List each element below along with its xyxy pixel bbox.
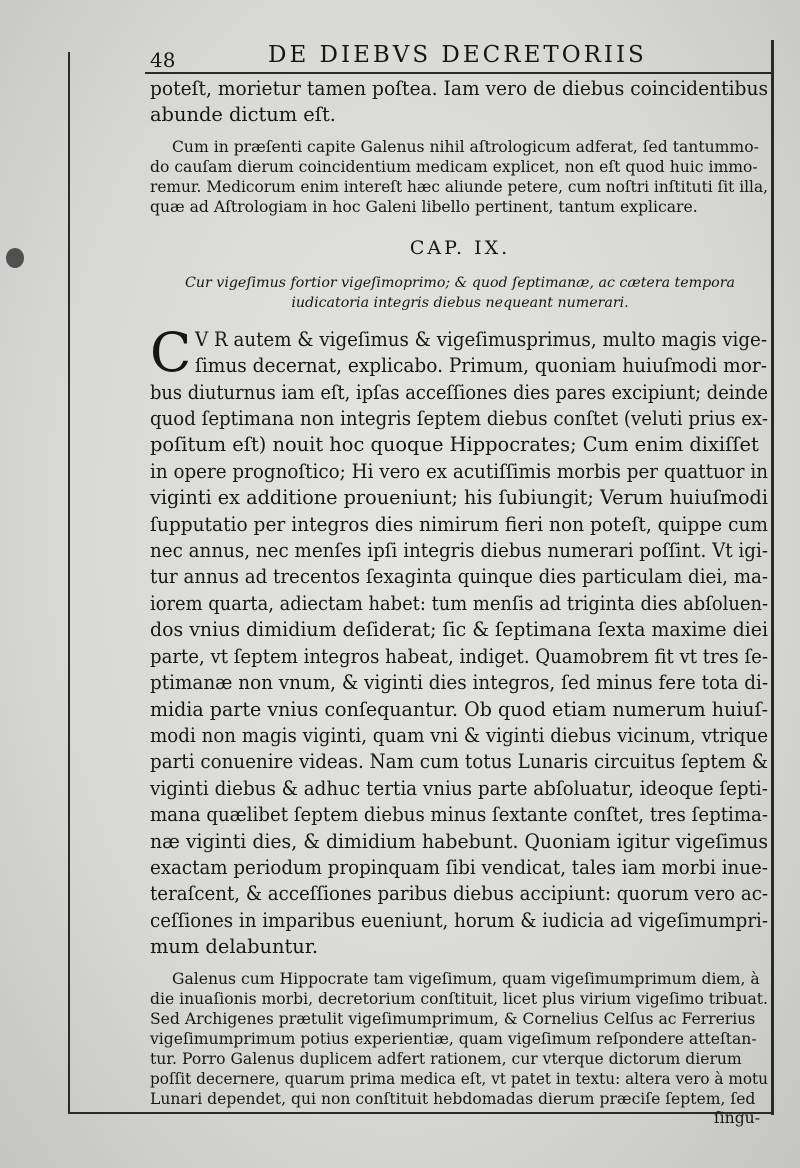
body-line: modi non magis viginti, quam vni & viginti diebus vicinum, vtrique	[150, 723, 769, 747]
subtitle-line: Cur vigeſimus fortior vigeſimoprimo; & quod ſeptimanæ, ac cætera tempora	[185, 274, 735, 291]
note-line: Lunari dependet, qui non conſtituit hebdomadas dierum præciſe ſeptem, ſed	[150, 1089, 756, 1108]
note-line: vigeſimumprimum potius experientiæ, quam vigeſimum reſpondere atteſtan-	[150, 1029, 757, 1048]
note-line: remur. Medicorum enim intereſt hæc aliunde petere, cum noſtri inſtituti ſit illa,	[150, 177, 768, 196]
chapter-heading: CAP. IX.	[409, 236, 511, 259]
body-line: teraſcent, & acceſſiones paribus diebus accipiunt: quorum vero ac-	[150, 882, 769, 906]
running-head: DE DIEBVS DECRETORIIS	[268, 42, 647, 68]
page-content	[150, 40, 770, 1127]
note-line: Sed Archigenes prætulit vigeſimumprimum, & Cornelius Celſus ac Ferrerius	[150, 1009, 756, 1028]
body-line: viginti ex additione proueniunt; his ſubiungit; Verum huiuſmodi	[150, 486, 768, 510]
body-line: ſupputatio per integros dies nimirum fieri non poteſt, quippe cum	[150, 512, 769, 536]
note-line: tur. Porro Galenus duplicem adfert rationem, cur vterque dictorum dierum	[150, 1049, 742, 1068]
body-line: iorem quarta, adiectam habet: tum menſis ad triginta dies abſoluen-	[150, 591, 769, 615]
body-line: quod ſeptimana non integris ſeptem diebus conſtet (veluti prius ex-	[150, 407, 768, 431]
body-line: mum delabuntur.	[150, 935, 319, 959]
text-line: poteſt, morietur tamen poſtea. Iam vero de diebus coincidentibus	[150, 77, 769, 100]
left-margin-rule	[68, 52, 70, 1112]
note-line: do cauſam dierum coincidentium medicam explicet, non eſt quod huic immo-	[150, 157, 758, 176]
body-line: exactam periodum propinquam ſibi vendicat, tales iam morbi inue-	[150, 855, 768, 879]
chapter-body	[150, 320, 770, 961]
note-line: Galenus cum Hippocrate tam vigeſimum, quam vigeſimumprimum diem, à	[172, 969, 760, 988]
body-line: ſimus decernat, explicabo. Primum, quoniam huiuſmodi mor-	[195, 354, 768, 378]
ink-blot	[6, 248, 24, 268]
body-line: mana quælibet ſeptem diebus minus ſextante conſtet, tres ſeptima-	[150, 803, 769, 827]
subtitle-line: iudicatoria integris diebus nequeant numerari.	[291, 294, 629, 311]
body-line: tur annus ad trecentos ſexaginta quinque dies particulam diei, ma-	[150, 565, 768, 589]
body-line: parte, vt ſeptem integros habeat, indiget. Quamobrem fit vt tres ſe-	[150, 644, 768, 668]
catchword: ſingu-	[713, 1108, 760, 1127]
body-line: viginti diebus & adhuc tertia vnius parte abſoluatur, ideoque ſepti-	[150, 776, 768, 800]
text-line: abunde dictum eſt.	[150, 103, 336, 127]
note-line: Cum in præſenti capite Galenus nihil aſtrologicum adferat, ſed tantummo-	[172, 137, 759, 156]
note-line: poſſit decernere, quarum prima medica eſt, vt patet in textu: altera vero à motu	[150, 1069, 768, 1088]
body-line: bus diuturnus iam eſt, ipſas acceſſiones dies pares excipiunt; deinde	[150, 380, 768, 404]
commentary-note-bottom	[150, 969, 770, 1127]
body-line: ceſſiones in imparibus eueniunt, horum & iudicia ad vigeſimumpri-	[150, 908, 769, 932]
drop-cap: C	[150, 320, 192, 384]
right-margin-rule	[771, 40, 774, 1115]
body-line: næ viginti dies, & dimidium habebunt. Quoniam igitur vigeſimus	[150, 829, 769, 853]
page-header	[150, 40, 770, 74]
body-line: ptimanæ non vnum, & viginti dies integros, ſed minus fere tota di-	[150, 671, 769, 695]
opening-paragraph	[150, 76, 770, 129]
body-line: V R autem & vigeſimus & vigeſimusprimus, multo magis vige-	[195, 327, 768, 351]
note-line: quæ ad Aſtrologiam in hoc Galeni libello pertinent, tantum explicare.	[150, 197, 698, 216]
commentary-note-top	[150, 137, 770, 217]
body-line: midia parte vnius conſequantur. Ob quod etiam numerum huiuſ-	[150, 697, 768, 721]
body-line: nec annus, nec menſes ipſi integris diebus numerari poſſint. Vt igi-	[150, 539, 769, 563]
body-line: dos vnius dimidium deſiderat; ſic & ſeptimana ſexta maxime diei	[150, 618, 769, 642]
note-line: die inuaſionis morbi, decretorium conſtituit, licet plus virium vigeſimo tribuat.	[150, 989, 768, 1008]
chapter-subtitle	[150, 273, 770, 313]
body-line: poſitum eſt) nouit hoc quoque Hippocrates; Cum enim dixiſſet	[150, 433, 759, 457]
body-line: parti conuenire videas. Nam cum totus Lunaris circuitus ſeptem &	[150, 750, 768, 774]
body-line: in opere prognoſtico; Hi vero ex acutiſſimis morbis per quattuor in	[150, 459, 768, 483]
page-number: 48	[150, 48, 176, 72]
